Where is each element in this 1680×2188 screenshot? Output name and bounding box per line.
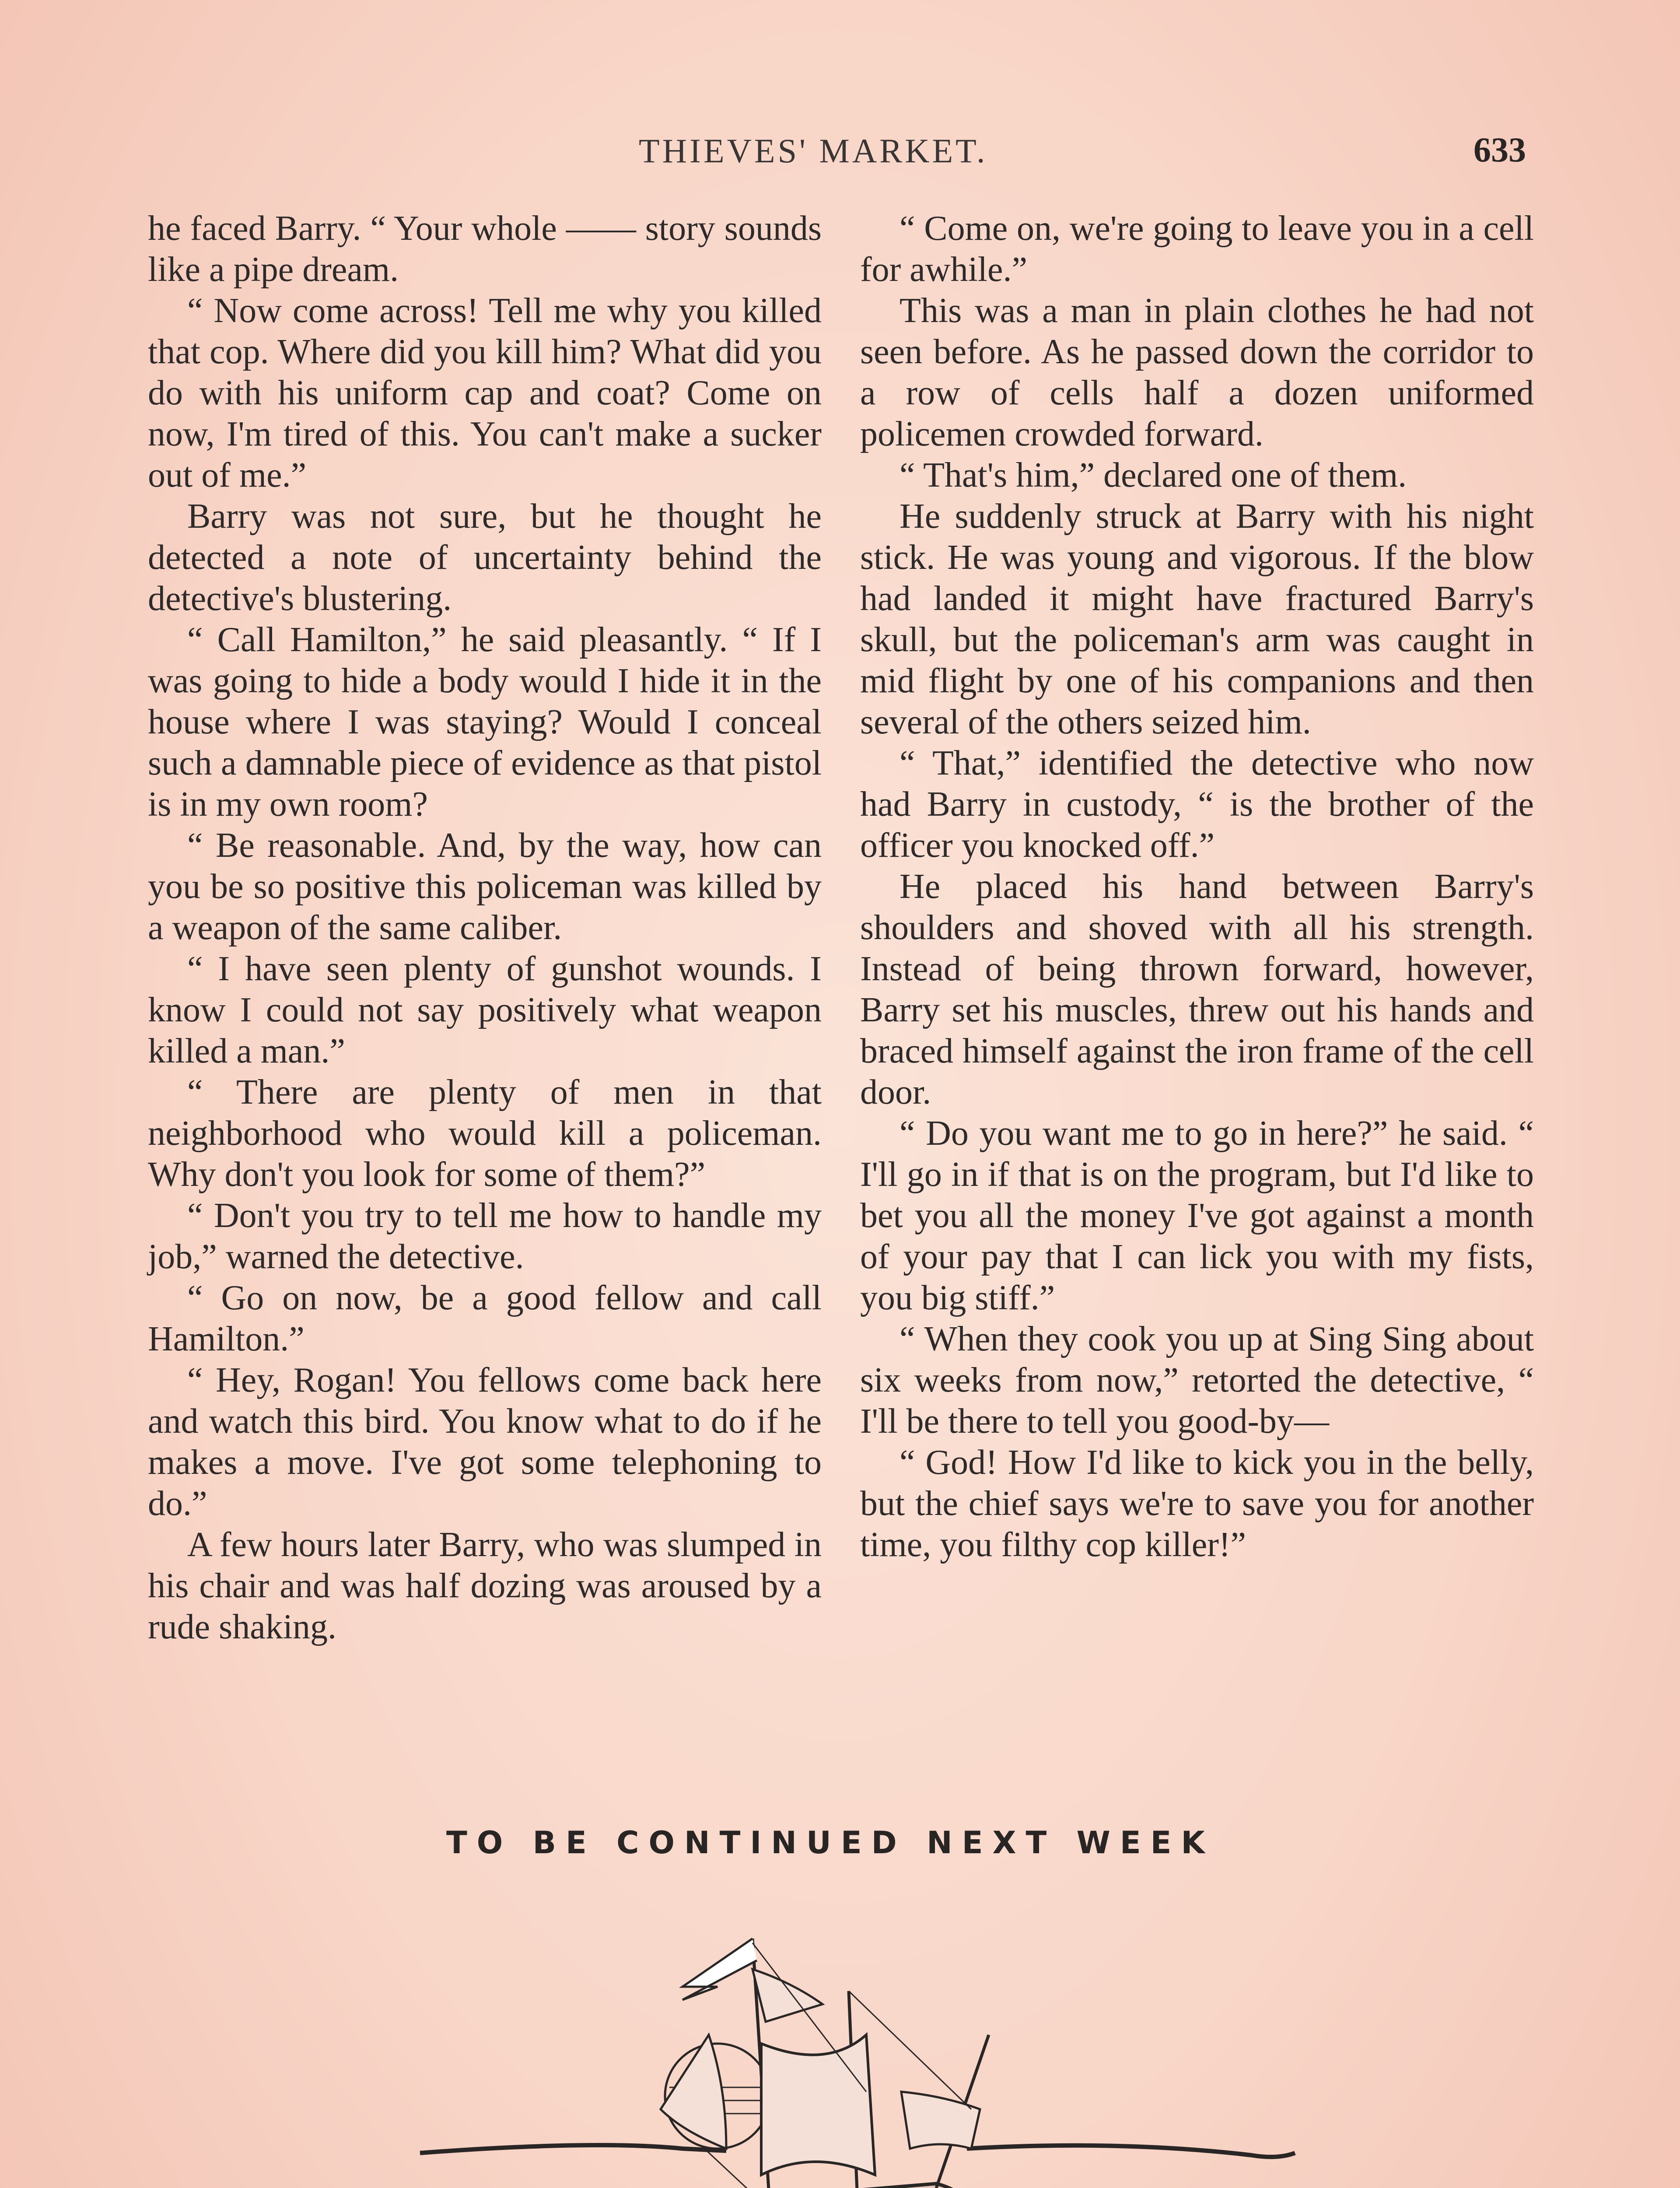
paragraph: “ Go on now, be a good fellow and call Hamilton.” (148, 1279, 822, 1358)
continued-notice: TO BE CONTINUED NEXT WEEK (446, 1825, 1214, 1861)
paragraph: Barry was not sure, but he thought he detected a note of uncertainty behind the detective's blustering. (148, 497, 822, 618)
paragraph: “ Be reasonable. And, by the way, how can you be so positive this policeman was killed by a weapon of the same caliber. (148, 826, 822, 947)
page-number: 633 (1474, 131, 1526, 169)
paragraph: “ I have seen plenty of gunshot wounds. I know I could not say positively what weapon killed a man.” (148, 950, 822, 1070)
left-text-column (148, 208, 822, 1648)
paragraph: “ Do you want me to go in here?” he said. “ I'll go in if that is on the program, but I'd like to bet you all the money I've got against a month of your pay that I can lick you with my fists, you big stiff.” (860, 1114, 1534, 1317)
paragraph: He placed his hand between Barry's shoulders and shoved with all his strength. Instead of being thrown forward, however, Barry set his muscles, threw out his hands and braced himself against the iron frame of the cell door. (860, 867, 1534, 1112)
running-header-title: THIEVES' MARKET. (639, 132, 988, 170)
paragraph: “ There are plenty of men in that neighborhood who would kill a policeman. Why don't you look for some of them?” (148, 1073, 822, 1194)
paragraph: “ Hey, Rogan! You fellows come back here and watch this bird. You know what to do if he makes a move. I've got some telephoning to do.” (148, 1361, 822, 1523)
paragraph: “ Now come across! Tell me why you killed that cop. Where did you kill him? What did you do with his uniform cap and coat? Come on now, I'm tired of this. You can't make a sucker out of me.” (148, 291, 822, 494)
paragraph: “ Call Hamilton,” he said pleasantly. “ If I was going to hide a body would I hide it in the house where I was staying? Would I conceal such a damnable piece of evidence as that pistol is in my own room? (148, 621, 822, 824)
right-text-column (860, 208, 1534, 1565)
paragraph: “ That,” identified the detective who now had Barry in custody, “ is the brother of the officer you knocked off.” (860, 744, 1534, 865)
sailing-ship-illustration (158, 1904, 1522, 2188)
paragraph: “ Come on, we're going to leave you in a cell for awhile.” (860, 209, 1534, 289)
paragraph: “ Don't you try to tell me how to handle my job,” warned the detective. (148, 1196, 822, 1276)
paragraph: “ That's him,” declared one of them. (900, 456, 1407, 494)
paragraph: he faced Barry. “ Your whole —— story sounds like a pipe dream. (148, 209, 822, 289)
paragraph: “ When they cook you up at Sing Sing about six weeks from now,” retorted the detective, “ I'll be there to tell you good-by— (860, 1320, 1534, 1441)
paragraph: He suddenly struck at Barry with his night stick. He was young and vigorous. If the blow had landed it might have fractured Barry's skull, but the policeman's arm was caught in mid flight by one of his companions and then several of the others seized him. (860, 497, 1534, 741)
paragraph: This was a man in plain clothes he had not seen before. As he passed down the corridor to a row of cells half a dozen uniformed policemen crowded forward. (860, 291, 1534, 453)
paragraph: “ God! How I'd like to kick you in the belly, but the chief says we're to save you for another time, you filthy cop killer!” (860, 1443, 1534, 1564)
paragraph: A few hours later Barry, who was slumped in his chair and was half dozing was aroused by a rude shaking. (148, 1525, 822, 1646)
